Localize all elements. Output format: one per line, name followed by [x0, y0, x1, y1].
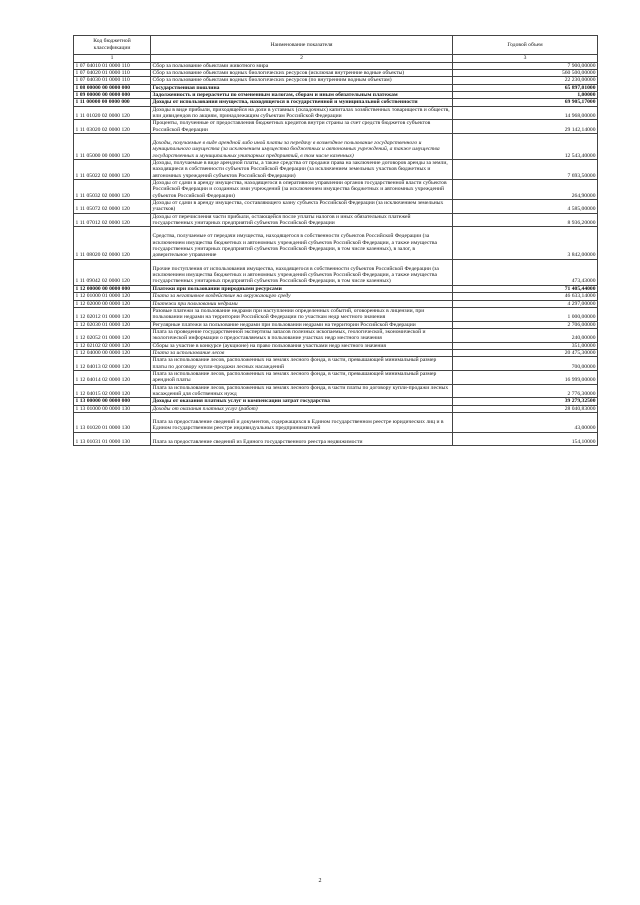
row-code: 1 13 01031 01 0000 130 [74, 432, 151, 445]
row-code: 1 13 00000 00 0000 000 [74, 398, 151, 405]
row-code: 1 12 04000 00 0000 120 [74, 349, 151, 356]
row-code: 1 12 04015 02 0000 120 [74, 384, 151, 398]
row-code: 1 11 00000 00 0000 000 [74, 99, 151, 106]
row-name: Сбор за пользование объектами водных биологических ресурсов (исключая внутренние водные объекты) [151, 69, 453, 76]
row-amount: 43,00000 [453, 413, 598, 433]
table-row [74, 384, 598, 398]
row-amount: 4 585,00000 [453, 200, 598, 214]
row-code: 1 12 02012 01 0000 120 [74, 307, 151, 321]
table-row [74, 342, 598, 349]
row-name: Доходы в виде прибыли, приходящейся на доли в уставных (складочных) капиталах хозяйственных товариществ и обществ, или дивидендов по акциям, принадлежащим субъектам Российской Федерации [151, 106, 453, 120]
row-name: Средства, получаемые от передачи имущества, находящегося в собственности субъектов Российской Федерации (за исключением имущества бюджетных и автономных учреждений субъектов Российской Федерации, а также имущества государственных унитарных предприятий субъектов Российской Федерации, в том числе казенных), в залог, в доверительное управление [151, 227, 453, 259]
row-code: 1 09 00000 00 0000 000 [74, 91, 151, 98]
row-name: Плата за предоставление сведений из Единого государственного реестра недвижимости [151, 432, 453, 445]
column-number: 1 [74, 55, 151, 63]
table-row [74, 62, 598, 69]
row-amount: 700,00000 [453, 357, 598, 371]
row-code: 1 11 07012 02 0000 120 [74, 213, 151, 227]
table-row [74, 213, 598, 227]
row-name: Задолженность и перерасчеты по отмененным налогам, сборам и иным обязательным платежам [151, 91, 453, 98]
row-code: 1 07 04030 01 0000 110 [74, 77, 151, 84]
row-name: Плата за использование лесов, расположенных на землях лесного фонда, в части, превышающей минимальный размер платы по договору купли-продажи лесных насаждений [151, 357, 453, 371]
row-amount: 28 040,83000 [453, 405, 598, 412]
table-row [74, 307, 598, 321]
row-name: Плата за использование лесов [151, 349, 453, 356]
row-amount: 29 142,14000 [453, 120, 598, 134]
table-row [74, 398, 598, 405]
row-name: Доходы, получаемые в виде арендной либо иной платы за передачу в возмездное пользование государственного и муниципального имущества (за исключением имущества бюджетных и автономных учреждений, а также имущества государственных и муниципальных унитарных предприятий, в том числе казенных) [151, 133, 453, 159]
row-name: Плата за использование лесов, расположенных на землях лесного фонда, в части, превышающей минимальный размер арендной платы [151, 370, 453, 384]
row-amount: 154,10000 [453, 432, 598, 445]
table-row [74, 120, 598, 134]
row-name: Доходы, получаемые в виде арендной платы, а также средства от продажи права на заключение договоров аренды за земли, находящиеся в собственности субъектов Российской Федерации (за исключением земельных участков бюджетных и автономных учреждений субъектов Российской Федерации) [151, 159, 453, 179]
table-row [74, 285, 598, 292]
table-row [74, 227, 598, 259]
row-code: 1 11 01020 02 0000 120 [74, 106, 151, 120]
table-row [74, 200, 598, 214]
row-name: Доходы от оказания платных услуг и компенсации затрат государства [151, 398, 453, 405]
row-code: 1 12 02102 02 0000 120 [74, 342, 151, 349]
row-code: 1 11 05032 02 0000 120 [74, 180, 151, 200]
row-amount: 71 405,44000 [453, 285, 598, 292]
row-name: Сбор за пользование объектами животного мира [151, 62, 453, 69]
table-row [74, 293, 598, 300]
budget-revenue-table [73, 35, 598, 446]
row-amount: 69 905,17000 [453, 99, 598, 106]
row-amount: 1 000,00000 [453, 307, 598, 321]
row-amount: 2 706,00000 [453, 321, 598, 328]
row-name: Плата за использование лесов, расположенных на землях лесного фонда, в части платы по договору купли-продажи лесных насаждений для собственных нужд [151, 384, 453, 398]
row-code: 1 11 05000 00 0000 120 [74, 133, 151, 159]
row-amount: 7 900,00000 [453, 62, 598, 69]
table-row [74, 106, 598, 120]
table-row [74, 91, 598, 98]
table-row [74, 413, 598, 433]
row-amount: 12 543,40000 [453, 133, 598, 159]
row-name: Сборы за участие в конкурсе (аукционе) на право пользования участками недр местного значения [151, 342, 453, 349]
row-name: Доходы от оказания платных услуг (работ) [151, 405, 453, 412]
table-row [74, 69, 598, 76]
table-row [74, 77, 598, 84]
row-amount: 14 968,00000 [453, 106, 598, 120]
row-amount: 7 693,50000 [453, 159, 598, 179]
row-amount: 4 297,00000 [453, 300, 598, 307]
column-number: 2 [151, 55, 453, 63]
row-amount: 473,43000 [453, 259, 598, 285]
row-name: Плата за предоставление сведений и документов, содержащихся в Едином государственном реестре юридических лиц и в Едином государственном реестре индивидуальных предпринимателей [151, 413, 453, 433]
row-amount: 264,90000 [453, 180, 598, 200]
row-amount: 2 776,30000 [453, 384, 598, 398]
row-name: Разовые платежи за пользование недрами при наступлении определенных событий, оговоренных в лицензии, при пользовании недрами на территории Российской Федерации по участкам недр местного значения [151, 307, 453, 321]
table-row [74, 180, 598, 200]
header-name: Наименование показателя [151, 36, 453, 55]
row-name: Доходы от перечисления части прибыли, остающейся после уплаты налогов и иных обязательных платежей государственных унитарных предприятий субъектов Российской Федерации [151, 213, 453, 227]
row-amount: 16 999,00000 [453, 370, 598, 384]
row-code: 1 11 05022 02 0000 120 [74, 159, 151, 179]
table-row [74, 321, 598, 328]
header-amount: Годовой объем [453, 36, 598, 55]
row-name: Плата за негативное воздействие на окружающую среду [151, 293, 453, 300]
table-row [74, 159, 598, 179]
table-row [74, 432, 598, 445]
table-row [74, 259, 598, 285]
row-name: Плата за проведение государственной экспертизы запасов полезных ископаемых, геологической, экономической и экологической информации о предоставляемых в пользование участках недр местного значения [151, 328, 453, 342]
row-name: Государственная пошлина [151, 84, 453, 91]
row-amount: 46 633,14000 [453, 293, 598, 300]
row-name: Регулярные платежи за пользование недрами при пользовании недрами на территории Российской Федерации [151, 321, 453, 328]
table-row [74, 133, 598, 159]
row-name: Платежи при пользовании природными ресурсами [151, 285, 453, 292]
row-code: 1 13 01020 01 0000 130 [74, 413, 151, 433]
table-row [74, 370, 598, 384]
row-amount: 39 279,32500 [453, 398, 598, 405]
table-row [74, 357, 598, 371]
page-number: 2 [318, 878, 322, 884]
row-name: Прочие поступления от использования имущества, находящегося в собственности субъектов Российской Федерации (за исключением имущества бюджетных и автономных учреждений субъектов Российской Федерации, а также имущества государственных унитарных предприятий субъектов Российской Федерации, в том числе казенных) [151, 259, 453, 285]
header-code: Код бюджетной классификации [74, 36, 151, 55]
row-name: Проценты, полученные от предоставления бюджетных кредитов внутри страны за счет средств бюджетов субъектов Российской Федерации [151, 120, 453, 134]
table-row [74, 300, 598, 307]
column-number-row [74, 55, 598, 63]
row-code: 1 12 04013 02 0000 120 [74, 357, 151, 371]
table-row [74, 84, 598, 91]
row-amount: 240,00000 [453, 328, 598, 342]
row-code: 1 07 04020 01 0000 110 [74, 69, 151, 76]
row-amount: 560 500,00000 [453, 69, 598, 76]
row-code: 1 12 00000 00 0000 000 [74, 285, 151, 292]
row-name: Доходы от сдачи в аренду имущества, находящегося в оперативном управлении органов государственной власти субъектов Российской Федерации и созданных ими учреждений (за исключением имущества бюджетных и автономных учреждений субъектов Российской Федерации) [151, 180, 453, 200]
row-code: 1 13 01000 00 0000 130 [74, 405, 151, 412]
row-code: 1 12 02030 01 0000 120 [74, 321, 151, 328]
row-amount: 8 936,20000 [453, 213, 598, 227]
row-amount: 351,00000 [453, 342, 598, 349]
table-row [74, 349, 598, 356]
row-amount: 20 475,30000 [453, 349, 598, 356]
row-amount: 3 842,00000 [453, 227, 598, 259]
row-code: 1 12 01000 01 0000 120 [74, 293, 151, 300]
row-name: Доходы от использования имущества, находящегося в государственной и муниципальной собственности [151, 99, 453, 106]
row-code: 1 07 04010 01 0000 110 [74, 62, 151, 69]
row-name: Платежи при пользовании недрами [151, 300, 453, 307]
row-name: Сбор за пользование объектами водных биологических ресурсов (по внутренним водным объектам) [151, 77, 453, 84]
row-code: 1 11 09042 02 0000 120 [74, 259, 151, 285]
row-amount: 65 897,01000 [453, 84, 598, 91]
row-code: 1 12 02000 00 0000 120 [74, 300, 151, 307]
table-row [74, 405, 598, 412]
row-code: 1 12 04014 02 0000 120 [74, 370, 151, 384]
row-code: 1 11 05072 02 0000 120 [74, 200, 151, 214]
column-number: 3 [453, 55, 598, 63]
row-amount: 22 230,00000 [453, 77, 598, 84]
table-header-row [74, 36, 598, 55]
row-code: 1 12 02052 01 0000 120 [74, 328, 151, 342]
table-row [74, 99, 598, 106]
row-amount: 1,00000 [453, 91, 598, 98]
row-name: Доходы от сдачи в аренду имущества, составляющего казну субъекта Российской Федерации (за исключением земельных участков) [151, 200, 453, 214]
table-row [74, 328, 598, 342]
row-code: 1 11 03020 02 0000 120 [74, 120, 151, 134]
row-code: 1 11 08020 02 0000 120 [74, 227, 151, 259]
row-code: 1 08 00000 00 0000 000 [74, 84, 151, 91]
